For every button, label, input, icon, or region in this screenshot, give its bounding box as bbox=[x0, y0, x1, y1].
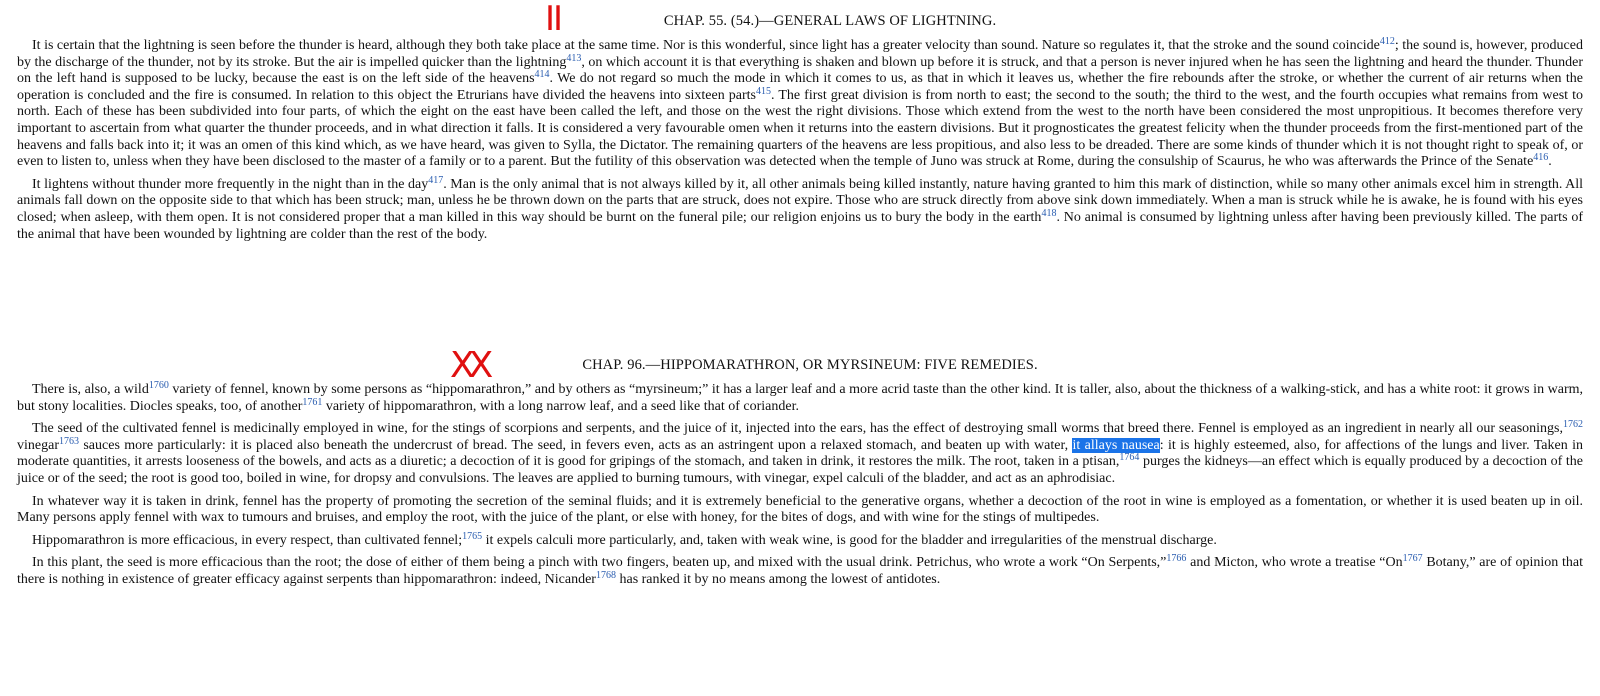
footnote-link[interactable]: 1761 bbox=[302, 396, 323, 408]
chapter-section-lightning bbox=[17, 0, 1583, 249]
handwritten-roman-numeral-annotation: XX bbox=[450, 345, 488, 386]
paragraph bbox=[17, 530, 1583, 550]
text-run: sauces more particularly: it is placed also beneath the undercrust of bread. The seed, in fevers even, acts as an astringent upon a relaxed stomach, and beaten up with water, bbox=[78, 437, 1073, 453]
selected-text-highlight[interactable]: it allays nausea bbox=[1072, 437, 1160, 453]
text-run: ; the sound is, however, produced by the discharge of the thunder, not by its stroke. But the air is impelled quicker than the lightning bbox=[17, 38, 1583, 70]
chapter-heading-row bbox=[17, 0, 1583, 39]
text-run: purges the kidneys—an effect which is equally produced by a decoction of the juice or of the seed; the root is good too, boiled in wine, for dropsy and convulsions. The leaves are applied to burning tumours, with vinegar, expel calculi of the bladder, and act as an aphrodisiac. bbox=[17, 454, 1583, 486]
paragraph bbox=[17, 382, 1583, 415]
chapter-section-hippomarathron bbox=[17, 345, 1583, 595]
footnote-link[interactable]: 1763 bbox=[58, 435, 79, 447]
footnote-link[interactable]: 1765 bbox=[462, 530, 483, 542]
text-run: Botany,” are of opinion that there is nothing in existence of greater efficacy against serpents than hippomarathron: indeed, Nicander bbox=[17, 555, 1583, 587]
footnote-link[interactable]: 415 bbox=[756, 85, 771, 97]
text-run: vinegar bbox=[17, 437, 59, 453]
text-run: , on which account it is that everything is shaken and blown up before it is struck, and that a person is never injured when he has seen the lightning and heard the thunder. Thunder on the left hand is supposed to be lucky, because the east is on the left side of the heavens bbox=[17, 54, 1583, 87]
footnote-link[interactable]: 1764 bbox=[1119, 452, 1140, 464]
footnote-link[interactable]: 416 bbox=[1533, 152, 1549, 164]
footnote-link[interactable]: 414 bbox=[534, 69, 550, 81]
text-run: variety of fennel, known by some persons as “hippomarathron,” and by others as “myrsineum;” it has a larger leaf and a more acrid taste than the other kind. It is taller, also, about the thickness of a walking-stick, and has a white root: it grows in warm, but stony localities. Diocles speaks, too, of another bbox=[17, 382, 1583, 414]
text-run: It lightens without thunder more frequently in the night than in the day bbox=[32, 176, 429, 192]
footnote-link[interactable]: 413 bbox=[566, 52, 582, 64]
footnote-link[interactable]: 418 bbox=[1041, 207, 1057, 219]
handwritten-roman-numeral-annotation: II bbox=[545, 0, 562, 39]
text-run: In whatever way it is taken in drink, fennel has the property of promoting the secretion of the seminal fluids; and it is extremely beneficial to the generative organs, whether a decoction of the root in wine is employed as a fomentation, or whether it is used beaten up in oil. Many persons apply fennel with wax to tumours and bruises, and employ the root, with the juice of the plant, or else with honey, for the bites of dogs, and with wine for the stings of multipedes. bbox=[17, 493, 1583, 526]
text-run: . Man is the only animal that is not always killed by it, all other animals being killed instantly, nature having granted to him this mark of distinction, while so many other animals excel him in strength. All animals fall down on the opposite side to that which has been struck; man, unless he be thrown down on the parts that are struck, does not expire. Those who are struck directly from above sink down immediately. When a man is struck while he is awake, he is found with his eyes closed; when asleep, with them open. It is not considered proper that a man killed in this way should be burnt on the funeral pile; our religion enjoins us to bury the body in the earth bbox=[17, 176, 1583, 225]
text-run: variety of hippomarathron, with a long narrow leaf, and a seed like that of coriander. bbox=[322, 398, 799, 414]
text-run: There is, also, a wild bbox=[32, 382, 149, 397]
footnote-link[interactable]: 1766 bbox=[1166, 553, 1187, 565]
paragraph bbox=[17, 174, 1583, 243]
footnote-link[interactable]: 1767 bbox=[1402, 553, 1423, 565]
paragraph bbox=[17, 555, 1583, 588]
footnote-link[interactable]: 412 bbox=[1379, 36, 1395, 47]
footnote-link[interactable]: 1768 bbox=[595, 569, 616, 581]
text-run: . We do not regard so much the mode in which it comes to us, as that in which it leaves us, whether the fire rebounds after the stroke, or whether the current of air returns when the operation is concluded and the fire is consumed. In relation to this object the Etrurians have divided the heavens into sixteen parts bbox=[17, 71, 1583, 103]
text-run: has ranked it by no means among the lowest of antidotes. bbox=[615, 571, 941, 587]
text-run: it expels calculi more particularly, and, taken with weak wine, is good for the bladder and irregularities of the menstrual discharge. bbox=[482, 532, 1217, 548]
text-run: : it is highly esteemed, also, for affections of the lungs and liver. Taken in moderate quantities, it arrests looseness of the bowels, and acts as a diuretic; a decoction of it is good for gripings of the stomach, and taken in drink, it restores the milk. The root, taken in a ptisan, bbox=[17, 437, 1583, 470]
footnote-link[interactable]: 417 bbox=[428, 174, 444, 186]
text-run: The seed of the cultivated fennel is medicinally employed in wine, for the stings of scorpions and serpents, and the juice of it, injected into the ears, has the effect of destroying small worms that breed there. Fennel is employed as an ingredient in nearly all our seasonings, bbox=[32, 421, 1563, 437]
text-run: In this plant, the seed is more efficacious than the root; the dose of either of them being a pinch with two fingers, beaten up, and mixed with the usual drink. Petrichus, who wrote a work “On Serpents,” bbox=[32, 555, 1167, 571]
text-run: Hippomarathron is more efficacious, in every respect, than cultivated fennel; bbox=[32, 532, 463, 548]
paragraph bbox=[17, 38, 1583, 171]
footnote-link[interactable]: 1762 bbox=[1563, 419, 1583, 431]
chapter-heading: CHAP. 55. (54.)—GENERAL LAWS OF LIGHTNING. bbox=[663, 13, 997, 29]
chapter-heading: CHAP. 96.—HIPPOMARATHRON, OR MYRSINEUM: FIVE REMEDIES. bbox=[582, 357, 1038, 373]
text-run: . bbox=[1548, 154, 1552, 170]
text-run: . The first great division is from north to east; the second to the south; the third to the west, and the fourth occupies what remains from west to north. Each of these has been subdivided into four parts, of which the eight on the east have been called the left, and those on the west the right divisions. Those which extend from the west to the north have been considered the most unpropitious. It becomes therefore very important to ascertain from what quarter the thunder proceeds, and in what direction it falls. It is considered a very favourable omen when it returns into the eastern divisions. But it prognosticates the greatest felicity when the thunder proceeds from the first-mentioned part of the heavens and falls back into it; it was an omen of this kind which, as we have heard, was given to Sylla, the Dictator. The remaining quarters of the heavens are less propitious, and also less to be dreaded. There are some kinds of thunder which it is not thought right to speak of, or even to listen to, unless when they have been disclosed to the master of a family or to a parent. But the futility of this observation was detected when the temple of Juno was struck at Rome, during the consulship of Scaurus, he who was afterwards the Prince of the Senate bbox=[17, 87, 1583, 170]
text-run: It is certain that the lightning is seen before the thunder is heard, although they both take place at the same time. Nor is this wonderful, since light has a greater velocity than sound. Nature so regulates it, that the stroke and the sound coincide bbox=[32, 38, 1380, 53]
paragraph bbox=[17, 494, 1583, 527]
text-run: . No animal is consumed by lightning unless after having been previously killed. The parts of the animal that have been wounded by lightning are colder than the rest of the body. bbox=[17, 209, 1583, 242]
footnote-link[interactable]: 1760 bbox=[148, 380, 169, 391]
text-run: and Micton, who wrote a treatise “On bbox=[1186, 555, 1403, 571]
paragraph bbox=[17, 421, 1583, 487]
